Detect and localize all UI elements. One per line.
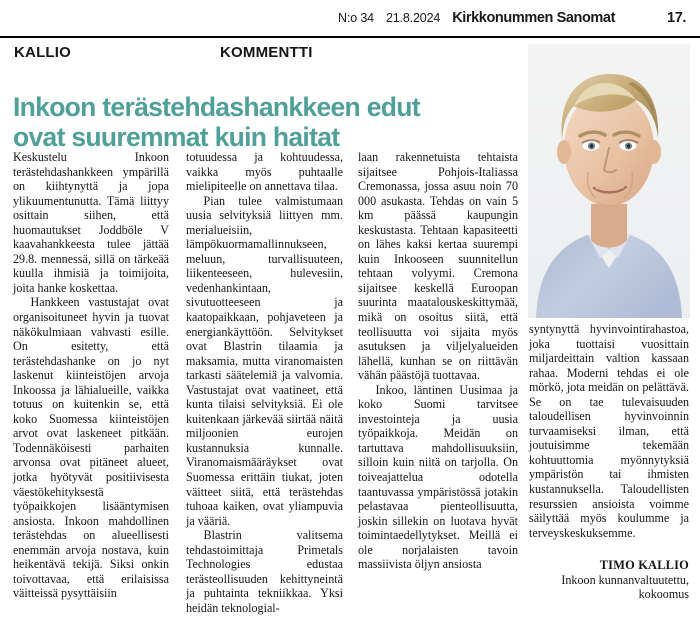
paper-title: Kirkkonummen Sanomat: [452, 10, 616, 26]
masthead: [0, 10, 686, 30]
page-title: [13, 92, 518, 152]
paragraph: totuudessa ja kohtuudessa, vaikka myös puhtaalle mielipiteelle on annettava tilaa.: [186, 150, 343, 194]
byline: [529, 558, 689, 602]
author-portrait-photo: [528, 44, 690, 318]
article-column-4: [529, 322, 689, 540]
paragraph: Pian tulee valmistumaan uusia selvityksiä liittyen mm. merialueisiin, lämpökuormamallinnukseen, meluun, turvallisuuteen, liikenteeseen, hulevesiin, vedenhankintaan, sivutuotteeseen ja kaatopaikkaan, pohjaveteen ja energiankäyttöön. Selvitykset ovat Blastrin tilaamia ja maksamia, mutta viranomaisten tarkasti säätelemiä ja valvomia. Vastustajat ovat vaatineet, että kunta tilaisi selvityksiä. Ei ole kuitenkaan järkevää siirtää näitä miljoonien eurojen kustannuksia kunnalle. Viranomaismääräykset ovat Suomessa erittäin tiukat, joten väitteet siitä, että terästehdas tuhoaa kaiken, ovat yliampuvia ja vääriä.: [186, 193, 343, 528]
paragraph: syntynyttä hyvinvointirahastoa, joka tuottaisi vuosittain miljardeittain valtion kassaan rahaa. Moderni tehdas ei ole mörkö, jota meidän on pelättävä. Se on tae tulevaisuuden taloudellisen hyvinvoinnin turvaamiseksi ilman, että joutuisimme tekemään kohtuuttomia myönnytyksiä ympäristön tai ihmisten kustannuksella. Taloudellisten resurssien ansioista voimme säilyttää myös koulumme ja terveyskeskuksemme.: [529, 322, 689, 540]
byline-title-1: Inkoon kunnanvaltuutettu,: [561, 572, 689, 587]
headline-line-1: Inkoon terästehdashankkeen edut: [13, 91, 420, 122]
article-column-3: [358, 150, 518, 572]
paragraph: Inkoo, läntinen Uusimaa ja koko Suomi tarvitsee investointeja ja uusia työpaikkoja. Meidän on tartuttava mahdollisuuksiin, silloin kuin niitä on tarjolla. On toiveajattelua odotella taantuvassa ympäristössä jotakin pelastavaa pienteollisuutta, joskin sillekin on luotava hyvät toimintaedellytykset. Meillä ei ole norjalaisten tavoin massiivista öljyn ansiosta: [358, 382, 518, 572]
headline-line-2: ovat suuremmat kuin haitat: [13, 121, 340, 152]
byline-title-2: kokoomus: [638, 587, 689, 602]
article-column-1: [13, 150, 169, 601]
paragraph: Blastrin valitsema tehdastoimittaja Primetals Technologies edustaa terästeollisuuden kehittyneintä ja puhtainta tekniikkaa. Yksi heidän teknologial-: [186, 528, 343, 615]
portrait-illustration: [528, 44, 690, 318]
article-column-2: [186, 150, 343, 616]
issue-number: N:o 34: [338, 11, 374, 25]
page-number: 17.: [667, 10, 686, 26]
paragraph: Hankkeen vastustajat ovat organisoituneet hyvin ja tuovat näkökulmiaan vahvasti esille. On esitetty, että terästehdashanke on jo nyt laskenut kiinteistöjen arvoja Inkoossa ja lähialueille, vaikka totuus on kuitenkin se, että koko Suomessa kiinteistöjen arvot ovat laskeneet pitkään. Todennäköisesti parhaiten arvonsa ovat pitäneet alueet, jotka hyötyvät positiivisesta väestökehityksestä työpaikkojen lisääntymisen ansiosta. Inkoon mahdollinen terästehdas on alueellisesti enemmän arvoja nostava, kuin heikentävä tekijä. Siksi onkin toivottavaa, että erilaisissa väitteissä pysyttäisiin: [13, 295, 169, 601]
issue-date: 21.8.2024: [385, 11, 441, 25]
header-rule: [0, 36, 700, 38]
byline-name: TIMO KALLIO: [599, 558, 689, 572]
paragraph: Keskustelu Inkoon terästehdashankkeen ympärillä on kiihtynyttä ja jopa ylikuumentunutta. Tämä liittyy osittain siihen, että huomautukset Joddböle V kaavahankkeesta tulee jättää 29.8. mennessä, sillä on tärkeää kuulla ihmisiä ja toimijoita, joita hanke koskettaa.: [13, 150, 169, 295]
kicker-row: [14, 44, 514, 64]
kicker-section: KOMMENTTI: [220, 44, 313, 61]
kicker-author: KALLIO: [14, 44, 72, 61]
paragraph: laan rakennetuista tehtaista sijaitsee Pohjois-Italiassa Cremonassa, jossa asuu noin 70 000 asukasta. Tehdas on vain 5 km päässä kaupungin keskustasta. Tehtaan kapasiteetti on lähes kaksi kertaa suurempi kuin Inkooseen suunnitellun tehtaan volyymi. Cremona sijaitsee keskellä Euroopan suurinta maatalouskeskittymää, mikä on osoitus siitä, että teollisuutta voi sijaita myös asutuksen ja viljelyalueiden lähellä, kunhan se on riittävän vähän päästöjä tuottavaa.: [358, 150, 518, 383]
